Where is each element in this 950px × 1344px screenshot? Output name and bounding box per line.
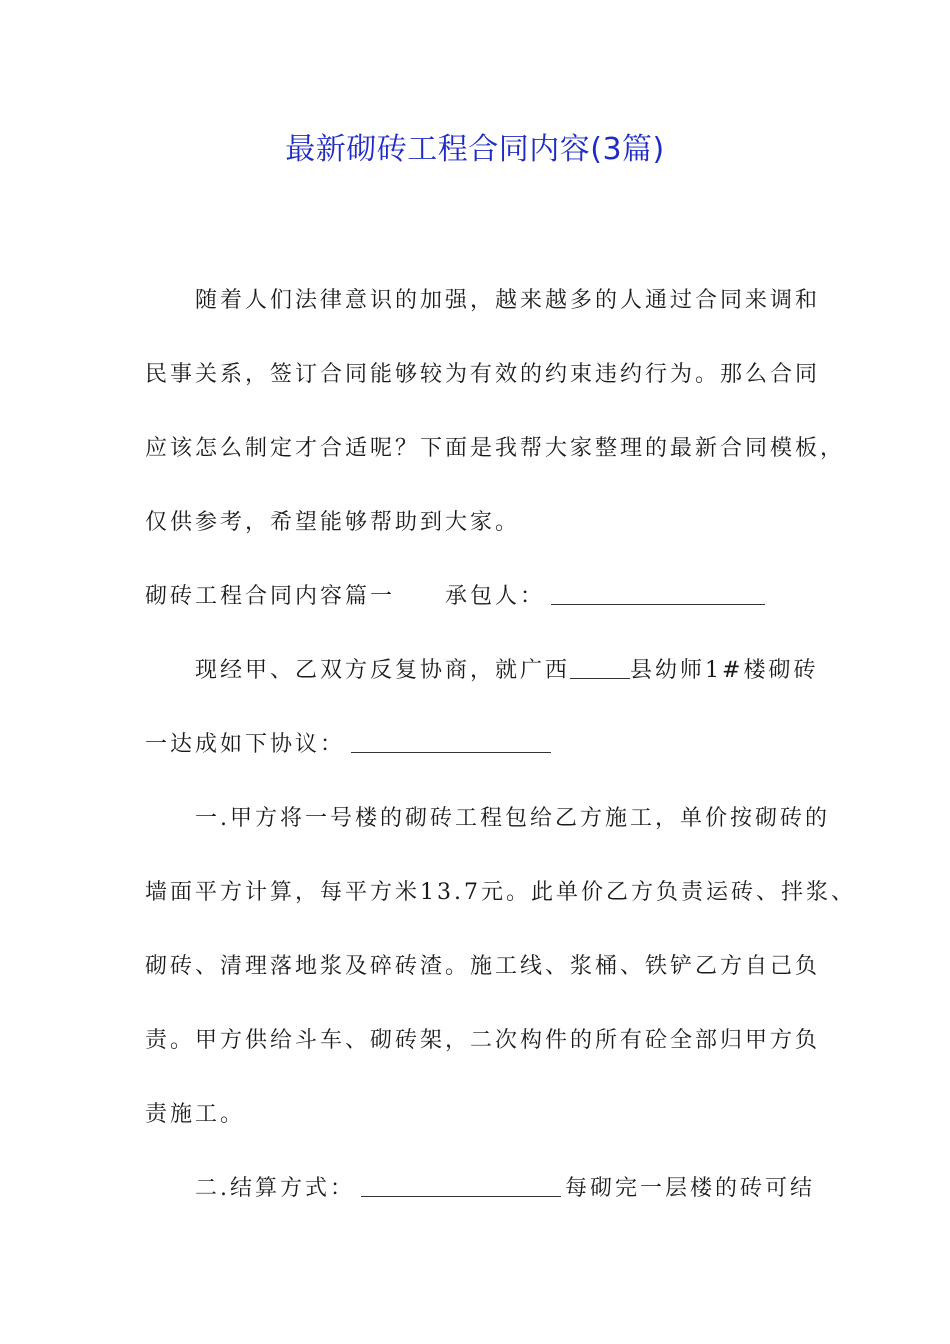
county-blank [570, 656, 630, 679]
document-body [145, 264, 856, 1226]
clause1-line-5: 责施工。 [145, 1102, 246, 1127]
contractor-blank [551, 582, 765, 605]
document-title: 最新砌砖工程合同内容(3篇) [285, 132, 665, 167]
clause1-line-1: 一.甲方将一号楼的砌砖工程包给乙方施工，单价按砌砖的 [195, 806, 830, 831]
agreement-line [145, 708, 815, 782]
clause2-tail: 每砌完一层楼的砖可结 [565, 1176, 816, 1201]
intro-line-4: 仅供参考，希望能够帮助到大家。 [145, 510, 521, 535]
intro-line-1: 随着人们法律意识的加强，越来越多的人通过合同来调和 [195, 288, 821, 313]
intro-line-2: 民事关系，签订合同能够较为有效的约束违约行为。那么合同 [145, 362, 821, 387]
clause2-label: 二.结算方式： [195, 1176, 355, 1201]
settlement-blank [361, 1174, 561, 1197]
intro-line-3: 应该怎么制定才合适呢？下面是我帮大家整理的最新合同模板， [145, 436, 846, 461]
clause1-line-2: 墙面平方计算，每平方米13.7元。此单价乙方负责运砖、拌浆、 [145, 880, 856, 905]
clause1-line-3: 砌砖、清理落地浆及碎砖渣。施工线、浆桶、铁铲乙方自己负 [145, 954, 821, 979]
negotiation-part2: 县幼师1#楼砌砖 [630, 658, 819, 683]
clause1-line-4: 责。甲方供给斗车、砌砖架，二次构件的所有砼全部归甲方负 [145, 1028, 821, 1053]
section1-heading: 砌砖工程合同内容篇一 [145, 584, 396, 609]
negotiation-line [145, 634, 819, 708]
contractor-label: 承包人： [445, 584, 546, 609]
section1-heading-line [145, 560, 815, 634]
negotiation-part1: 现经甲、乙双方反复协商，就广西 [195, 658, 571, 683]
agreement-label: 一达成如下协议： [145, 732, 346, 757]
clause2-line [145, 1152, 815, 1226]
agreement-blank [351, 730, 551, 753]
